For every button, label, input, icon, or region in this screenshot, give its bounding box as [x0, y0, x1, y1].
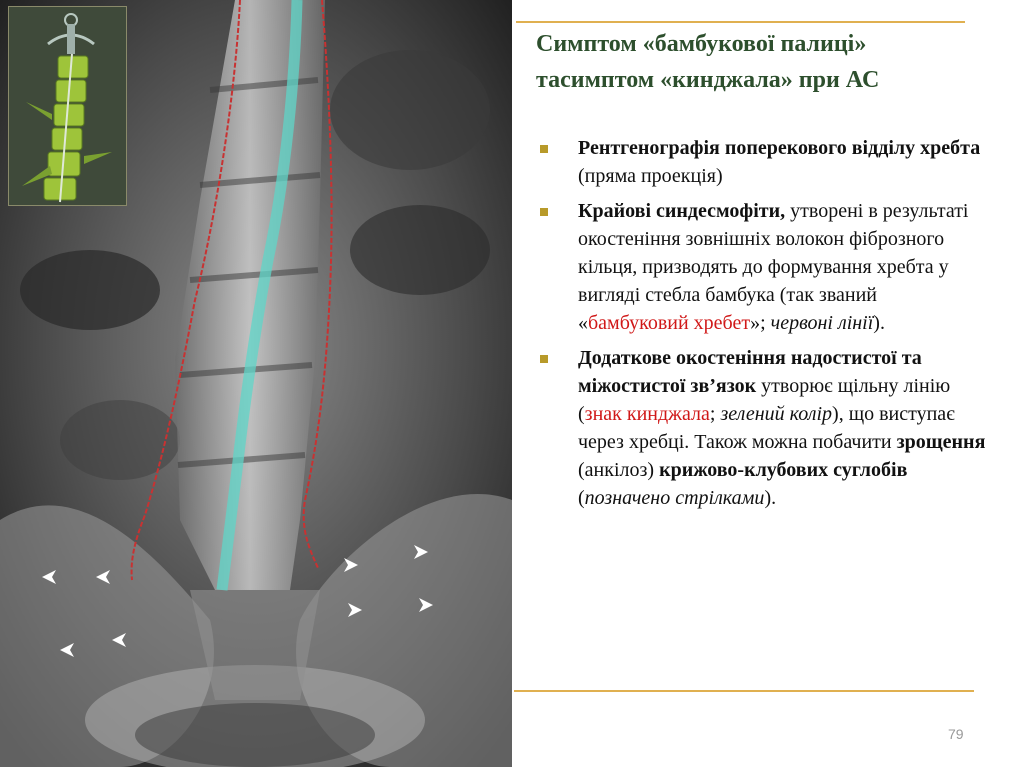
square-bullet-icon	[540, 355, 548, 363]
bullet-3-text-4: (анкілоз)	[578, 459, 660, 481]
fusion-bold-text: зрощення	[896, 431, 986, 453]
bullet-2-text: утворені в результаті окостеніння зовнішніх волокон фіброзного кільця, призводять до формування хребта у вигляді стебла бамбука (так званий «	[578, 200, 969, 334]
bullet-3-text-3: ), що виступає через хребці. Також можна побачити	[578, 403, 955, 453]
green-color-note: зелений колір	[720, 403, 833, 425]
bottom-rule	[514, 690, 974, 692]
bullet-list	[538, 134, 988, 519]
bullet-1-text: (пряма проекція)	[578, 165, 723, 187]
slide-title-line-2: тасимптом «кинджала» при АС	[536, 67, 880, 93]
sacroiliac-joints-bold-text: крижово-клубових суглобів	[659, 459, 908, 481]
bamboo-dagger-inset-illustration	[8, 6, 127, 206]
square-bullet-icon	[540, 208, 548, 216]
arrows-note: позначено стрілками	[584, 487, 765, 509]
slide-title-line-1: Симптом «бамбукової палиці»	[536, 31, 867, 57]
bullet-item-syndesmophytes	[538, 197, 988, 337]
bullet-2-text-3: ).	[873, 312, 885, 334]
title-top-rule	[516, 21, 965, 23]
bullet-1-bold-text: Рентгенографія поперекового відділу хребта	[578, 137, 981, 159]
bullet-2-bold-text: Крайові синдесмофіти,	[578, 200, 786, 222]
bullet-item-ligament-ossification	[538, 344, 988, 512]
bullet-item-xray-view	[538, 134, 988, 190]
square-bullet-icon	[540, 145, 548, 153]
red-lines-note: червоні лінії	[770, 312, 874, 334]
bullet-3-text-6: ).	[764, 487, 777, 509]
bullet-3-text: утворює щільну лінію (	[578, 375, 951, 425]
bullet-3-text-5: (	[578, 487, 585, 509]
bullet-2-text-2: »;	[750, 312, 771, 334]
bullet-3-text-2: ;	[709, 403, 721, 425]
page-number: 79	[948, 726, 964, 742]
bamboo-spine-highlight: бамбуковий хребет	[588, 312, 751, 334]
bullet-3-bold-text: Додаткове окостеніння надостистої та міжостистої зв’язок	[578, 347, 922, 397]
slide-title	[536, 26, 976, 98]
dagger-sign-highlight: знак кинджала	[584, 403, 710, 425]
